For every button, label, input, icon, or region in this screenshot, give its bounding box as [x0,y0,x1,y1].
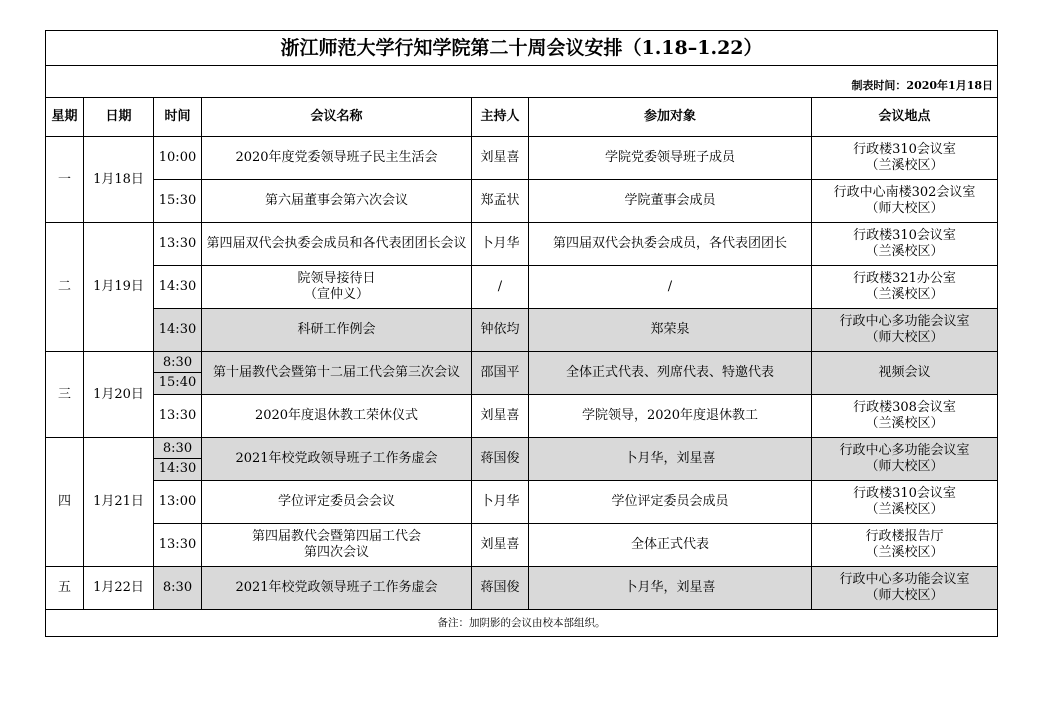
date-cell: 1月18日 [84,137,154,223]
table-row [46,352,998,395]
weekday-cell: 二 [46,223,84,352]
campus-line: （师大校区） [865,459,944,474]
host-cell: 蒋国俊 [472,567,529,610]
time-cell: 13:00 [154,481,202,524]
campus-line: （兰溪校区） [865,158,944,173]
time-cell: 13:30 [154,395,202,438]
time-cell: 13:30 [154,524,202,567]
weekday-cell: 三 [46,352,84,438]
location-cell [812,395,998,438]
header-attendees: 参加对象 [529,98,812,137]
attendees-cell: 学位评定委员会成员 [529,481,812,524]
campus-line: （兰溪校区） [865,502,944,517]
host-cell: 卜月华 [472,223,529,266]
location-cell [812,266,998,309]
attendees-cell: 第四届双代会执委会成员，各代表团团长 [529,223,812,266]
time-cell: 13:30 [154,223,202,266]
time-cell: 15:30 [154,180,202,223]
attendees-cell: 郑荣泉 [529,309,812,352]
location-cell [812,137,998,180]
host-cell: 卜月华 [472,481,529,524]
meeting-name-cell [202,524,472,567]
attendees-cell: 卜月华，刘星喜 [529,567,812,610]
date-cell: 1月19日 [84,223,154,352]
location-line: 行政中心多功能会议室 [839,572,970,587]
footer-note: 备注：加阴影的会议由校本部组织。 [46,610,998,637]
time-cell: 10:00 [154,137,202,180]
header-time: 时间 [154,98,202,137]
time-start: 8:30 [154,439,201,459]
host-cell: 钟依均 [472,309,529,352]
time-cell: 8:30 [154,567,202,610]
location-cell [812,309,998,352]
location-line: 行政楼310会议室 [853,228,956,243]
header-weekday: 星期 [46,98,84,137]
location-cell [812,180,998,223]
time-cell-split [154,352,202,395]
attendees-cell: / [529,266,812,309]
date-cell: 1月22日 [84,567,154,610]
made-time: 制表时间：2020年1月18日 [851,79,994,92]
table-row-shaded [46,309,998,352]
time-start: 8:30 [154,353,201,373]
location-line: 行政楼310会议室 [853,486,956,501]
campus-line: （兰溪校区） [865,287,944,302]
campus-line: （师大校区） [865,330,944,345]
time-second: 14:30 [158,461,197,476]
table-row [46,223,998,266]
location-line: 行政楼308会议室 [853,400,956,415]
location-line: 行政楼321办公室 [853,271,956,286]
host-cell: / [472,266,529,309]
attendees-cell: 学院党委领导班子成员 [529,137,812,180]
attendees-cell: 全体正式代表、列席代表、特邀代表 [529,352,812,395]
host-cell: 刘星喜 [472,137,529,180]
meeting-name-line: 院领导接待日 [297,271,376,286]
table-row [46,180,998,223]
time-second: 15:40 [158,375,197,390]
attendees-cell: 全体正式代表 [529,524,812,567]
header-location: 会议地点 [812,98,998,137]
table-row [46,481,998,524]
location-line: 行政中心多功能会议室 [839,314,970,329]
campus-line: （兰溪校区） [865,545,944,560]
location-line: 行政中心南楼302会议室 [833,185,976,200]
attendees-cell: 学院董事会成员 [529,180,812,223]
table-row [46,524,998,567]
weekday-cell: 四 [46,438,84,567]
date-cell: 1月21日 [84,438,154,567]
meeting-schedule-table [45,30,998,637]
meeting-name-cell: 学位评定委员会会议 [202,481,472,524]
location-cell [812,481,998,524]
attendees-cell: 卜月华，刘星喜 [529,438,812,481]
header-date: 日期 [84,98,154,137]
meeting-name-cell: 2020年度党委领导班子民主生活会 [202,137,472,180]
table-row [46,567,998,610]
location-cell [812,524,998,567]
host-cell: 郑孟状 [472,180,529,223]
time-cell: 14:30 [154,266,202,309]
location-line: 行政楼报告厅 [865,529,944,544]
date-cell: 1月20日 [84,352,154,438]
meeting-name-cell [202,266,472,309]
campus-line: （兰溪校区） [865,416,944,431]
meeting-name-cell: 科研工作例会 [202,309,472,352]
location-cell [812,223,998,266]
meeting-name-cell: 第六届董事会第六次会议 [202,180,472,223]
meeting-name-cell: 第四届双代会执委会成员和各代表团团长会议 [202,223,472,266]
meeting-name-line: 第四次会议 [303,545,369,560]
meeting-name-cell: 2020年度退休教工荣休仪式 [202,395,472,438]
attendees-cell: 学院领导，2020年度退休教工 [529,395,812,438]
location-cell [812,567,998,610]
campus-line: （师大校区） [865,201,944,216]
time-cell-split [154,438,202,481]
meeting-name-cell: 2021年校党政领导班子工作务虚会 [202,567,472,610]
host-cell: 蒋国俊 [472,438,529,481]
weekday-cell: 一 [46,137,84,223]
table-row [46,438,998,481]
meeting-name-cell: 第十届教代会暨第十二届工代会第三次会议 [202,352,472,395]
meeting-name-line: 第四届教代会暨第四届工代会 [251,529,421,544]
weekday-cell: 五 [46,567,84,610]
location-cell [812,438,998,481]
time-cell: 14:30 [154,309,202,352]
header-name: 会议名称 [202,98,472,137]
campus-line: （兰溪校区） [865,244,944,259]
meeting-name-cell: 2021年校党政领导班子工作务虚会 [202,438,472,481]
meeting-name-line: （宣仲义） [303,287,369,302]
table-row [46,395,998,438]
host-cell: 邵国平 [472,352,529,395]
location-line: 行政楼310会议室 [853,142,956,157]
host-cell: 刘星喜 [472,395,529,438]
host-cell: 刘星喜 [472,524,529,567]
table-row [46,137,998,180]
page-title: 浙江师范大学行知学院第二十周会议安排（1.18–1.22） [46,31,998,66]
location-line: 行政中心多功能会议室 [839,443,970,458]
header-row [46,98,998,137]
campus-line: （师大校区） [865,588,944,603]
location-cell: 视频会议 [812,352,998,395]
table-row [46,266,998,309]
header-host: 主持人 [472,98,529,137]
